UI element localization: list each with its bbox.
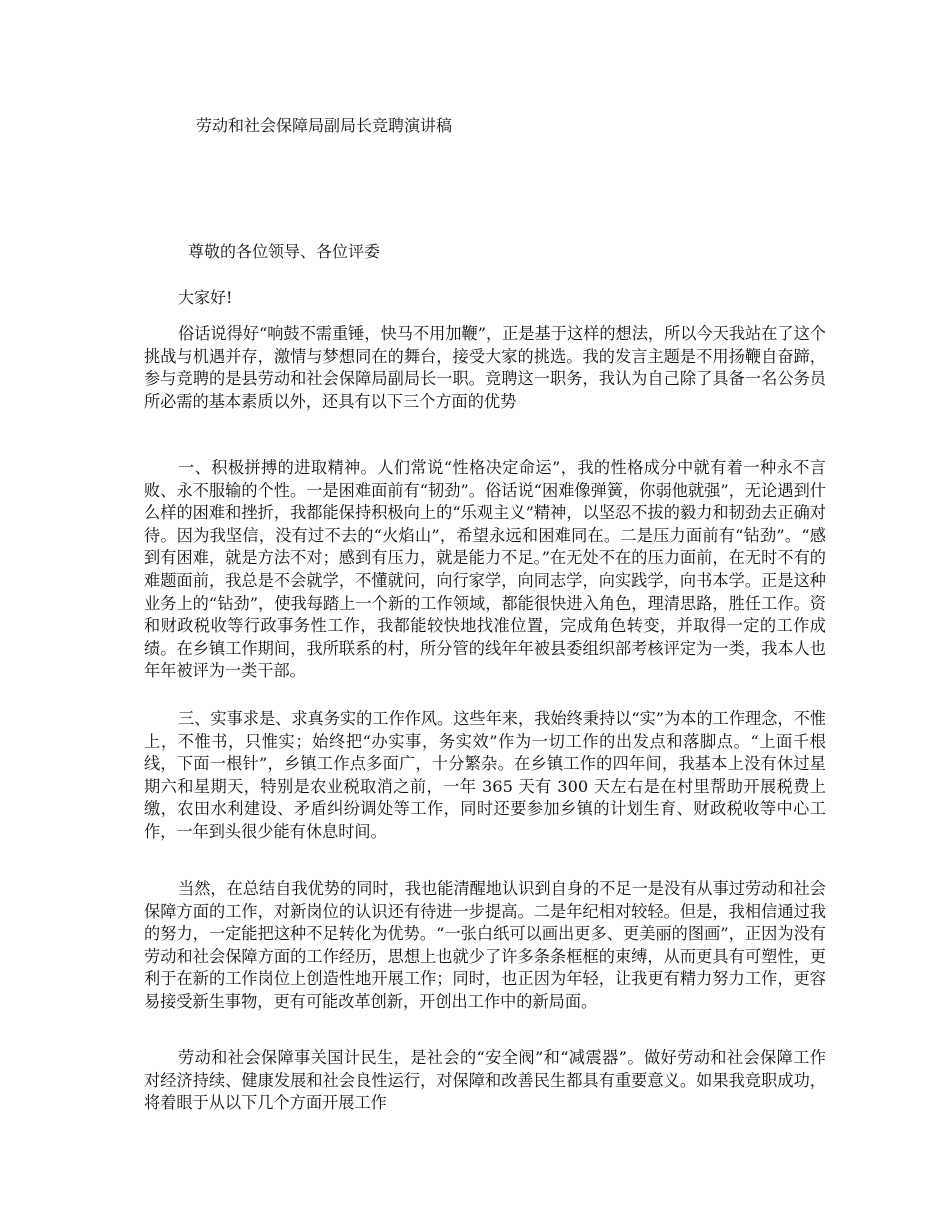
paragraph-shortcomings: 当然，在总结自我优势的同时，我也能清醒地认识到自身的不足一是没有从事过劳动和社会保障方面的工作，对新岗位的认识还有待进一步提高。二是年纪相对较轻。但是，我相信通过我的努力，一定能把这种不足转化为优势。“一张白纸可以画出更多、更美丽的图画”，正因为没有劳动和社会保障方面的工作经历，思想上也就少了许多条条框框的束缚，从而更具有可塑性，更利于在新的工作岗位上创造性地开展工作；同时，也正因为年轻，让我更有精力努力工作，更容易接受新生事物，更有可能改革创新，开创出工作中的新局面。 [144,879,826,1011]
paragraph-work-plan: 劳动和社会保障事关国计民生，是社会的“安全阀”和“减震器”。做好劳动和社会保障工作对经济持续、健康发展和社会良性运行，对保障和改善民生都具有重要意义。如果我竞职成功，将着眼于从以下几个方面开展工作 [144,1048,826,1113]
greeting: 大家好! [178,288,233,307]
salutation: 尊敬的各位领导、各位评委 [188,242,381,261]
paragraph-advantage-one: 一、积极拼搏的进取精神。人们常说“性格决定命运”，我的性格成分中就有着一种永不言败、永不服输的个性。一是困难面前有“韧劲”。俗话说“困难像弹簧，你弱他就强”，无论遇到什么样的困难和挫折，我都能保持积极向上的“乐观主义”精神，以坚忍不拔的毅力和韧劲去正确对待。因为我坚信，没有过不去的“火焰山”，希望永远和困难同在。二是压力面前有“钻劲”。“感到有困难，就是方法不对；感到有压力，就是能力不足。”在无处不在的压力面前，在无时不有的难题面前，我总是不会就学，不懂就问，向行家学，向同志学，向实践学，向书本学。正是这种业务上的“钻劲”，使我每踏上一个新的工作领域，都能很快进入角色，理清思路，胜任工作。资和财政税收等行政事务性工作，我都能较快地找准位置，完成角色转变，并取得一定的工作成绩。在乡镇工作期间，我所联系的村，所分管的线年年被县委组织部考核评定为一类，我本人也年年被评为一类干部。 [144,458,826,681]
document-title: 劳动和社会保障局副局长竞聘演讲稿 [196,116,453,135]
paragraph-advantage-three: 三、实事求是、求真务实的工作作风。这些年来，我始终秉持以“实”为本的工作理念，不惟上，不惟书，只惟实；始终把“办实事，务实效”作为一切工作的出发点和落脚点。“上面千根线，下面一根针”，乡镇工作点多面广，十分繁杂。在乡镇工作的四年间，我基本上没有休过星期六和星期天，特别是农业税取消之前，一年 365 天有 300 天左右是在村里帮助开展税费上缴，农田水利建设、矛盾纠纷调处等工作，同时还要参加乡镇的计划生育、财政税收等中心工作，一年到头很少能有休息时间。 [144,709,826,841]
paragraph-intro: 俗话说得好“响鼓不需重锤，快马不用加鞭”，正是基于这样的想法，所以今天我站在了这个挑战与机遇并存，激情与梦想同在的舞台，接受大家的挑选。我的发言主题是不用扬鞭自奋蹄，参与竞聘的是县劳动和社会保障局副局长一职。竞聘这一职务，我认为自己除了具备一名公务员所必需的基本素质以外，还具有以下三个方面的优势 [144,324,826,411]
